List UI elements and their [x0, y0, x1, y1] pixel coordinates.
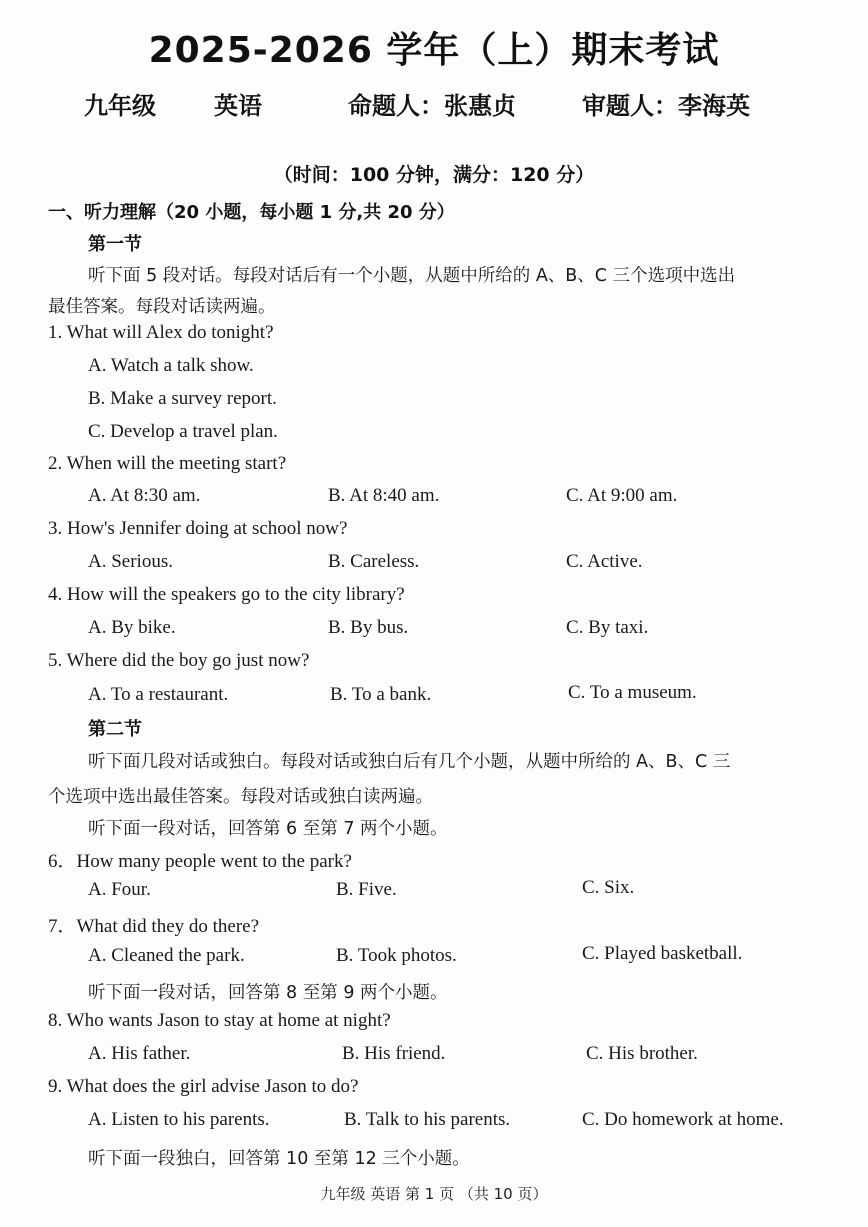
question-8-option-c: C. His brother.: [586, 1043, 698, 1064]
question-3-option-b: B. Careless.: [328, 551, 420, 572]
section-listening-title: 一、听力理解（20 小题，每小题 1 分,共 20 分）: [48, 202, 455, 223]
question-8-option-a: A. His father.: [88, 1043, 191, 1064]
page-footer: 九年级 英语 第 1 页 （共 10 页）: [320, 1185, 548, 1203]
part2-instruction-line2: 个选项中选出最佳答案。每段对话或独白读两遍。: [48, 787, 433, 807]
question-1-option-b: B. Make a survey report.: [88, 388, 277, 409]
subject-label: 英语: [214, 92, 262, 120]
question-9-option-c: C. Do homework at home.: [582, 1109, 784, 1130]
question-7: 7．What did they do there?: [48, 916, 260, 937]
question-2: 2. When will the meeting start?: [48, 453, 287, 474]
question-9-option-a: A. Listen to his parents.: [88, 1109, 270, 1130]
question-2-option-c: C. At 9:00 am.: [566, 485, 678, 506]
reviewer-label: 审题人：李海英: [582, 92, 750, 120]
question-4-option-a: A. By bike.: [88, 617, 176, 638]
question-1: 1. What will Alex do tonight?: [48, 322, 274, 343]
question-5-option-b: B. To a bank.: [330, 684, 432, 705]
part1-title: 第一节: [88, 234, 142, 255]
question-2-option-b: B. At 8:40 am.: [328, 485, 440, 506]
question-7-option-c: C. Played basketball.: [582, 943, 743, 964]
exam-title: 2025-2026 学年（上）期末考试: [148, 30, 720, 71]
question-3-option-c: C. Active.: [566, 551, 643, 572]
question-8-option-b: B. His friend.: [342, 1043, 446, 1064]
question-1-option-c: C. Develop a travel plan.: [88, 421, 278, 442]
question-7-option-b: B. Took photos.: [336, 945, 457, 966]
grade-label: 九年级: [84, 92, 156, 120]
question-9: 9. What does the girl advise Jason to do?: [48, 1076, 359, 1097]
part1-instruction-line1: 听下面 5 段对话。每段对话后有一个小题，从题中所给的 A、B、C 三个选项中选出: [88, 266, 736, 286]
question-5-option-a: A. To a restaurant.: [88, 684, 229, 705]
question-3: 3. How's Jennifer doing at school now?: [48, 518, 348, 539]
part1-instruction-line2: 最佳答案。每段对话读两遍。: [48, 297, 276, 317]
time-info: （时间：100 分钟，满分：120 分）: [273, 164, 595, 186]
question-6: 6．How many people went to the park?: [48, 851, 352, 872]
note-questions-6-7: 听下面一段对话，回答第 6 至第 7 两个小题。: [88, 819, 448, 839]
question-5-option-c: C. To a museum.: [568, 682, 697, 703]
question-4-option-c: C. By taxi.: [566, 617, 649, 638]
part2-instruction-line1: 听下面几段对话或独白。每段对话或独白后有几个小题，从题中所给的 A、B、C 三: [88, 752, 731, 772]
setter-label: 命题人：张惠贞: [348, 92, 516, 120]
note-questions-10-12: 听下面一段独白，回答第 10 至第 12 三个小题。: [88, 1149, 470, 1169]
question-2-option-a: A. At 8:30 am.: [88, 485, 201, 506]
part2-title: 第二节: [88, 719, 142, 740]
question-5: 5. Where did the boy go just now?: [48, 650, 310, 671]
question-7-option-a: A. Cleaned the park.: [88, 945, 245, 966]
question-6-option-c: C. Six.: [582, 877, 635, 898]
question-3-option-a: A. Serious.: [88, 551, 173, 572]
question-6-option-b: B. Five.: [336, 879, 397, 900]
question-9-option-b: B. Talk to his parents.: [344, 1109, 511, 1130]
question-8: 8. Who wants Jason to stay at home at night?: [48, 1010, 391, 1031]
question-4-option-b: B. By bus.: [328, 617, 409, 638]
question-6-option-a: A. Four.: [88, 879, 151, 900]
question-4: 4. How will the speakers go to the city library?: [48, 584, 405, 605]
note-questions-8-9: 听下面一段对话，回答第 8 至第 9 两个小题。: [88, 983, 448, 1003]
question-1-option-a: A. Watch a talk show.: [88, 355, 254, 376]
